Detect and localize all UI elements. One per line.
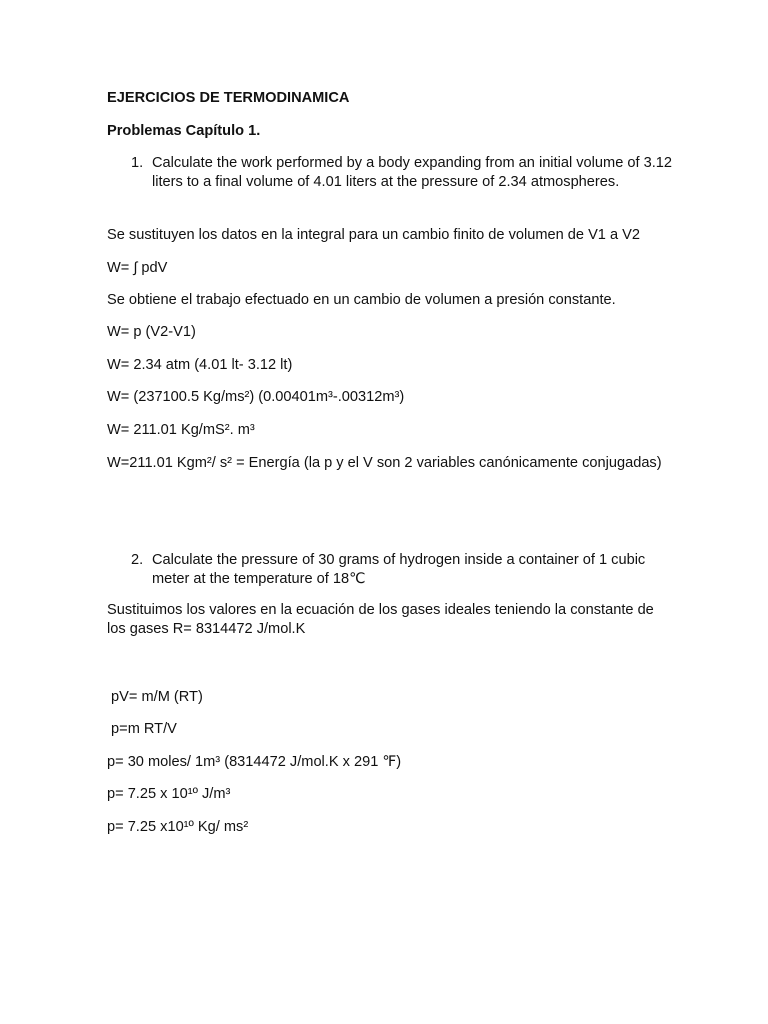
solution-1-line-3: Se obtiene el trabajo efectuado en un cambio de volumen a presión constante. [107,292,616,308]
document-title: EJERCICIOS DE TERMODINAMICA [107,90,350,106]
problem-2-statement: Calculate the pressure of 30 grams of hydrogen inside a container of 1 cubic meter at the temperature of 18℃ [152,552,646,587]
problem-1-number: 1. [131,155,144,171]
solution-1-line-1: Se sustituyen los datos en la integral para un cambio finito de volumen de V1 a V2 [107,227,640,243]
solution-1-line-8: W=211.01 Kgm²/ s² = Energía (la p y el V son 2 variables canónicamente conjugadas) [107,455,662,471]
solution-2-line-6: p= 7.25 x10¹º Kg/ ms² [107,819,249,835]
solution-1-line-6: W= (237100.5 Kg/ms²) (0.00401m³-.00312m³) [107,389,405,405]
solution-1-line-4: W= p (V2-V1) [107,324,196,340]
solution-2-line-2: pV= m/M (RT) [107,689,203,705]
solution-2-line-1: Sustituimos los valores en la ecuación de los gases ideales teniendo la constante de los gases R= 8314472 J/mol.K [107,602,654,637]
problem-1-statement: Calculate the work performed by a body expanding from an initial volume of 3.12 liters to a final volume of 4.01 liters at the pressure of 2.34 atmospheres. [152,155,672,190]
problem-2-number: 2. [131,552,144,568]
chapter-heading: Problemas Capítulo 1. [107,123,261,139]
solution-2-line-3: p=m RT/V [107,721,177,737]
solution-1-line-5: W= 2.34 atm (4.01 lt- 3.12 lt) [107,357,293,373]
solution-1-line-2: W= ∫ pdV [107,260,168,276]
solution-2-line-4: p= 30 moles/ 1m³ (8314472 J/mol.K x 291 ℉) [107,754,402,770]
solution-1-line-7: W= 211.01 Kg/mS². m³ [107,422,255,438]
solution-2-line-5: p= 7.25 x 10¹º J/m³ [107,786,231,802]
